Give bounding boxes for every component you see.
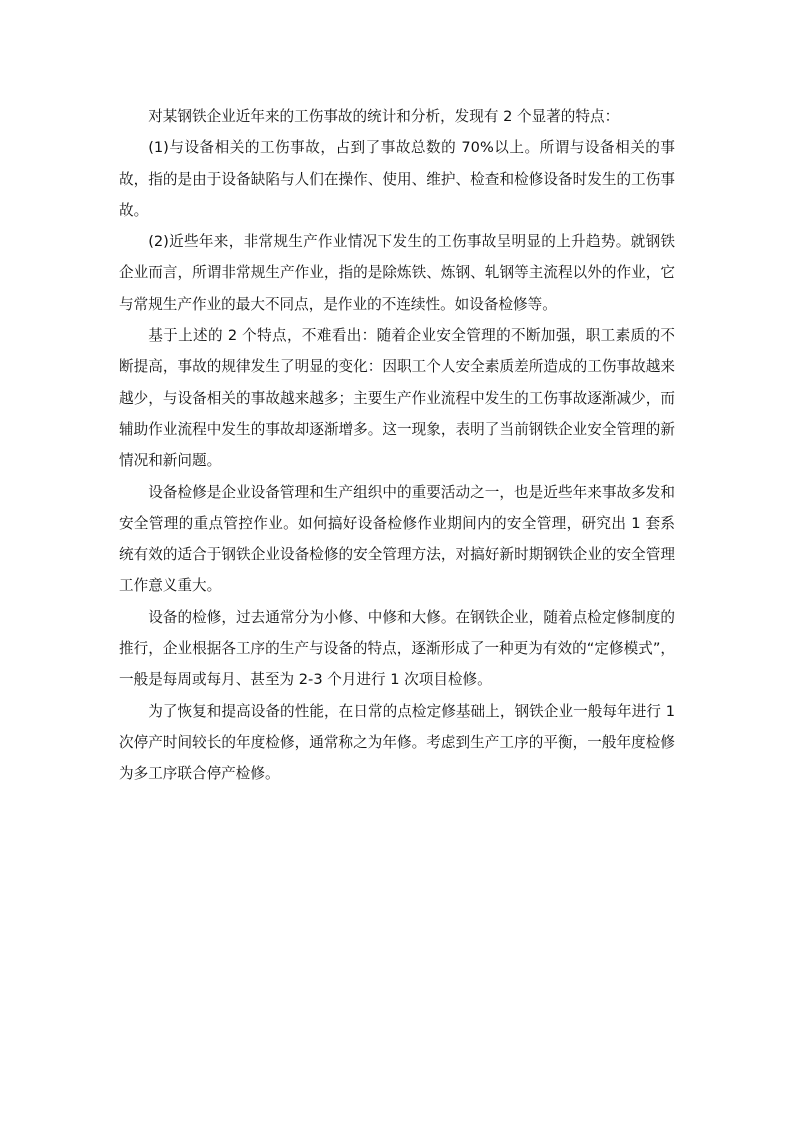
paragraph-6: 设备的检修，过去通常分为小修、中修和大修。在钢铁企业，随着点检定修制度的推行，企业根据各工序的生产与设备的特点，逐渐形成了一种更为有效的“定修模式”，一般是每周或每月、甚至为 2-3 个月进行 1 次项目检修。 <box>119 608 675 689</box>
paragraph-4: 基于上述的 2 个特点，不难看出：随着企业安全管理的不断加强，职工素质的不断提高，事故的规律发生了明显的变化：因职工个人安全素质差所造成的工伤事故越来越少，与设备相关的事故越来越多；主要生产作业流程中发生的工伤事故逐渐减少，而辅助作业流程中发生的事故却逐渐增多。这一现象，表明了当前钢铁企业安全管理的新情况和新问题。 <box>119 327 675 470</box>
paragraph-1: 对某钢铁企业近年来的工伤事故的统计和分析，发现有 2 个显著的特点： <box>148 108 620 125</box>
paragraph-3: (2)近些年来，非常规生产作业情况下发生的工伤事故呈明显的上升趋势。就钢铁企业而言，所谓非常规生产作业，指的是除炼铁、炼钢、轧钢等主流程以外的作业，它与常规生产作业的最大不同点，是作业的不连续性。如设备检修等。 <box>119 233 675 313</box>
document-page <box>119 101 675 790</box>
paragraph-7: 为了恢复和提高设备的性能，在日常的点检定修基础上，钢铁企业一般每年进行 1 次停产时间较长的年度检修，通常称之为年修。考虑到生产工序的平衡，一般年度检修为多工序联合停产检修。 <box>119 702 675 783</box>
paragraph-2: (1)与设备相关的工伤事故，占到了事故总数的 70%以上。所谓与设备相关的事故，指的是由于设备缺陷与人们在操作、使用、维护、检查和检修设备时发生的工伤事故。 <box>119 139 675 219</box>
paragraph-5: 设备检修是企业设备管理和生产组织中的重要活动之一，也是近些年来事故多发和安全管理的重点管控作业。如何搞好设备检修作业期间内的安全管理，研究出 1 套系统有效的适合于钢铁企业设备检修的安全管理方法，对搞好新时期钢铁企业的安全管理工作意义重大。 <box>119 483 675 595</box>
